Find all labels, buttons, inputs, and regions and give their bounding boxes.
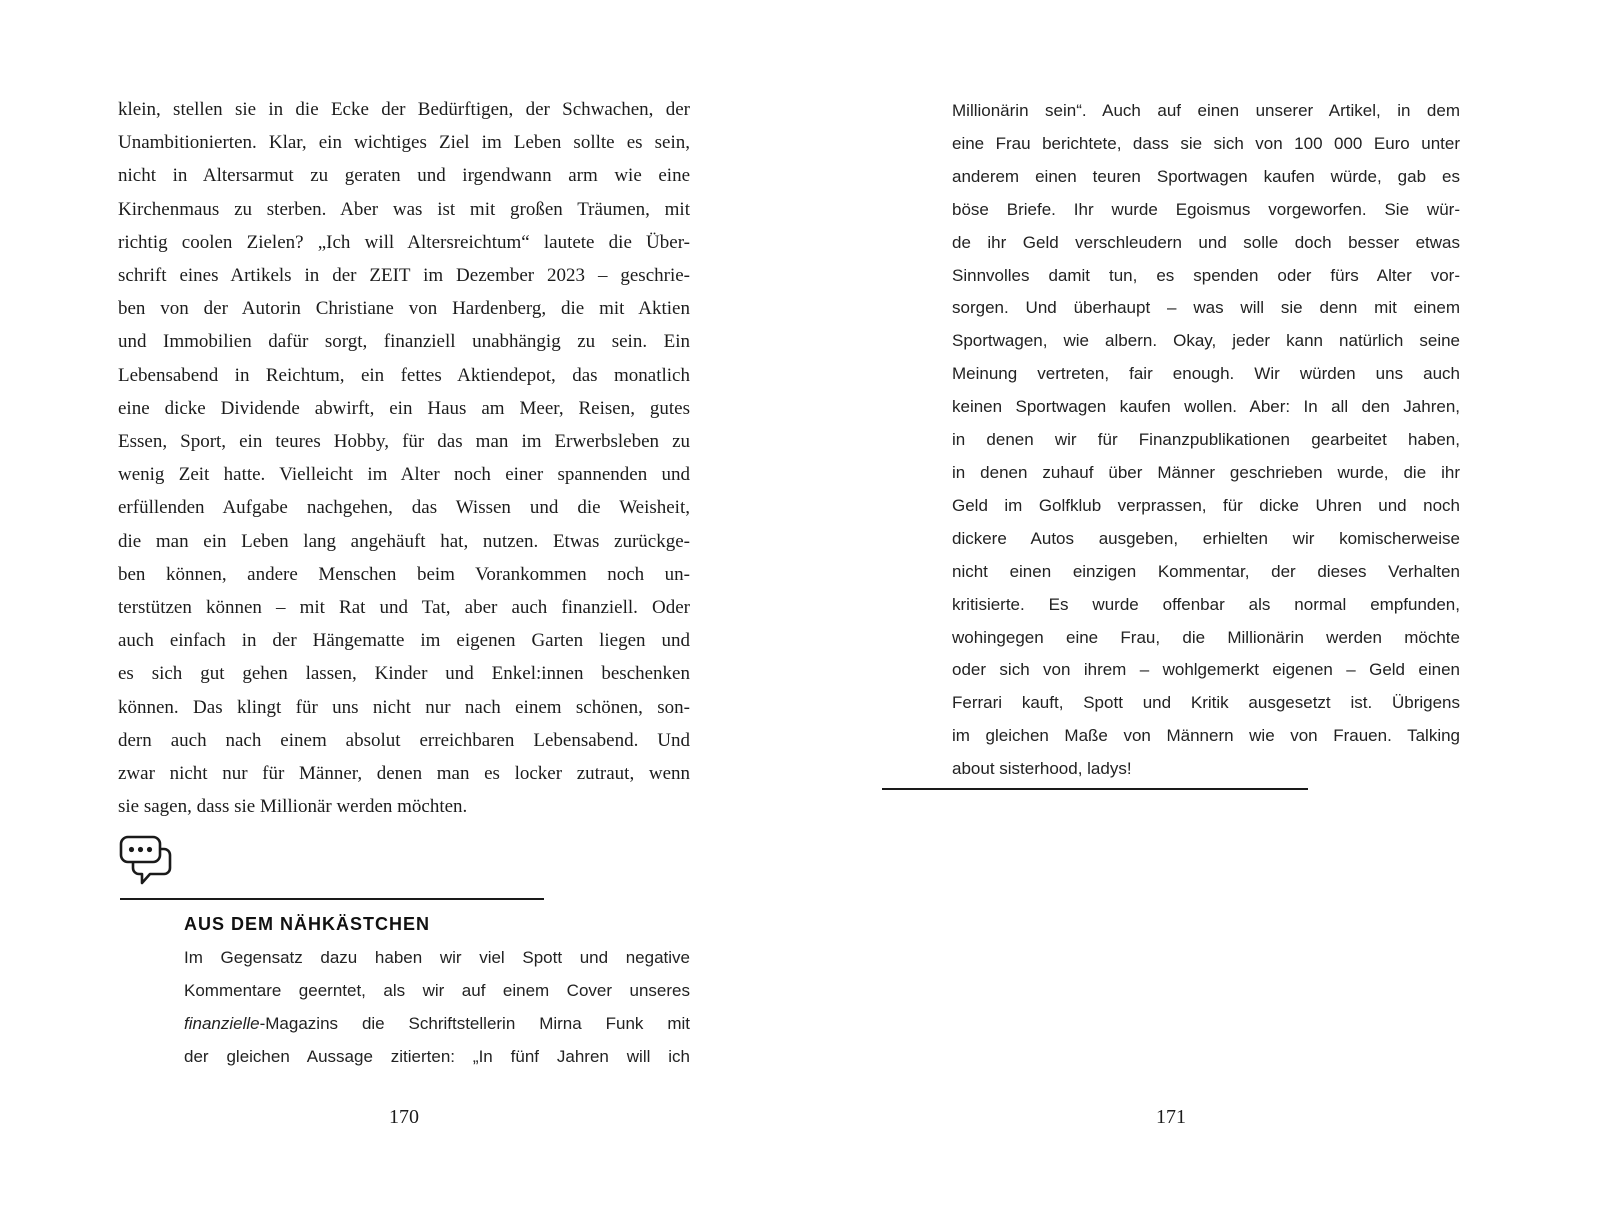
- text-line: auch einfach in der Hängematte im eigenen Garten liegen und: [118, 630, 690, 652]
- text-line: eine dicke Dividende abwirft, ein Haus am Meer, Reisen, gutes: [118, 397, 690, 419]
- text-line: Lebensabend in Reichtum, ein fettes Aktiendepot, das monatlich: [118, 364, 690, 386]
- text-line: im gleichen Maße von Männern wie von Frauen. Talking: [952, 726, 1460, 746]
- text-line: keinen Sportwagen kaufen wollen. Aber: In all den Jahren,: [952, 397, 1460, 417]
- text-line: terstützen können – mit Rat und Tat, aber auch finanziell. Oder: [118, 597, 690, 619]
- text-line: schrift eines Artikels in der ZEIT im Dezember 2023 – geschrie-: [118, 265, 690, 287]
- text-line: es sich gut gehen lassen, Kinder und Enkel:innen beschenken: [118, 663, 690, 685]
- text-line: eine Frau berichtete, dass sie sich von 100 000 Euro unter: [952, 133, 1460, 153]
- text-line: Geld im Golfklub verprassen, für dicke Uhren und noch: [952, 495, 1460, 515]
- text-line: böse Briefe. Ihr wurde Egoismus vorgeworfen. Sie wür-: [952, 199, 1460, 219]
- text-line: about sisterhood, ladys!: [952, 759, 1132, 779]
- text-line: in denen zuhauf über Männer geschrieben wurde, die ihr: [952, 462, 1460, 482]
- left-page-body-text: [118, 93, 690, 823]
- text-line: Sinnvolles damit tun, es spenden oder fürs Alter vor-: [952, 265, 1460, 285]
- text-line: de ihr Geld verschleudern und solle doch besser etwas: [952, 232, 1460, 252]
- text-line: Meinung vertreten, fair enough. Wir würden uns auch: [952, 364, 1460, 384]
- text-line: nicht einen einzigen Kommentar, der dieses Verhalten: [952, 561, 1460, 581]
- right-page-sidebar-text: [952, 95, 1460, 786]
- text-line: wohingegen eine Frau, die Millionärin werden möchte: [952, 627, 1460, 647]
- left-page-sidebar-text: [184, 942, 690, 1074]
- sidebar-top-rule: [120, 898, 544, 900]
- page-number-left: 170: [389, 1106, 419, 1128]
- text-line: ben können, andere Menschen beim Vorankommen noch un-: [118, 563, 690, 585]
- text-line: ben von der Autorin Christiane von Hardenberg, die mit Aktien: [118, 298, 690, 320]
- text-line: Ferrari kauft, Spott und Kritik ausgesetzt ist. Übrigens: [952, 693, 1460, 713]
- sidebar-heading: AUS DEM NÄHKÄSTCHEN: [184, 914, 431, 934]
- text-line: der gleichen Aussage zitierten: „In fünf Jahren will ich: [184, 1046, 690, 1066]
- text-line: wenig Zeit hatte. Vielleicht im Alter noch einer spannenden und: [118, 464, 690, 486]
- text-line: dickere Autos ausgeben, erhielten wir komischerweise: [952, 528, 1460, 548]
- text-line: sorgen. Und überhaupt – was will sie denn mit einem: [952, 298, 1460, 318]
- sidebar-bottom-rule: [882, 788, 1308, 790]
- text-line: zwar nicht nur für Männer, denen man es locker zutraut, wenn: [118, 763, 690, 785]
- text-line: Unambitionierten. Klar, ein wichtiges Ziel im Leben sollte es sein,: [118, 132, 690, 154]
- speech-bubbles-icon: [118, 834, 176, 890]
- text-line: richtig coolen Zielen? „Ich will Altersreichtum“ lautete die Über-: [118, 231, 690, 253]
- text-line: Kommentare geerntet, als wir auf einem Cover unseres: [184, 980, 690, 1000]
- text-line: anderem einen teuren Sportwagen kaufen würde, gab es: [952, 166, 1460, 186]
- text-line: die man ein Leben lang angehäuft hat, nutzen. Etwas zurückge-: [118, 530, 690, 552]
- page-number-right: 171: [1156, 1106, 1186, 1128]
- text-line: Millionärin sein“. Auch auf einen unserer Artikel, in dem: [952, 101, 1460, 120]
- text-line: dern auch nach einem absolut erreichbaren Lebensabend. Und: [118, 729, 690, 751]
- text-line: finanzielle-Magazins die Schriftstellerin Mirna Funk mit: [184, 1013, 690, 1033]
- text-line: können. Das klingt für uns nicht nur nach einem schönen, son-: [118, 696, 690, 718]
- text-line: in denen wir für Finanzpublikationen gearbeitet haben,: [952, 430, 1460, 450]
- text-line: Sportwagen, wie albern. Okay, jeder kann natürlich seine: [952, 331, 1460, 351]
- text-line: oder sich von ihrem – wohlgemerkt eigenen – Geld einen: [952, 660, 1460, 680]
- text-line: sie sagen, dass sie Millionär werden möchten.: [118, 796, 468, 818]
- text-line: Essen, Sport, ein teures Hobby, für das man im Erwerbsleben zu: [118, 431, 690, 453]
- text-line: Kirchenmaus zu sterben. Aber was ist mit großen Träumen, mit: [118, 198, 690, 220]
- text-line: kritisierte. Es wurde offenbar als normal empfunden,: [952, 594, 1460, 614]
- text-line: erfüllenden Aufgabe nachgehen, das Wissen und die Weisheit,: [118, 497, 690, 519]
- text-line: und Immobilien dafür sorgt, finanziell unabhängig zu sein. Ein: [118, 331, 690, 353]
- text-line: nicht in Altersarmut zu geraten und irgendwann arm wie eine: [118, 165, 690, 187]
- text-line: Im Gegensatz dazu haben wir viel Spott und negative: [184, 948, 690, 967]
- text-line: klein, stellen sie in die Ecke der Bedürftigen, der Schwachen, der: [118, 99, 690, 120]
